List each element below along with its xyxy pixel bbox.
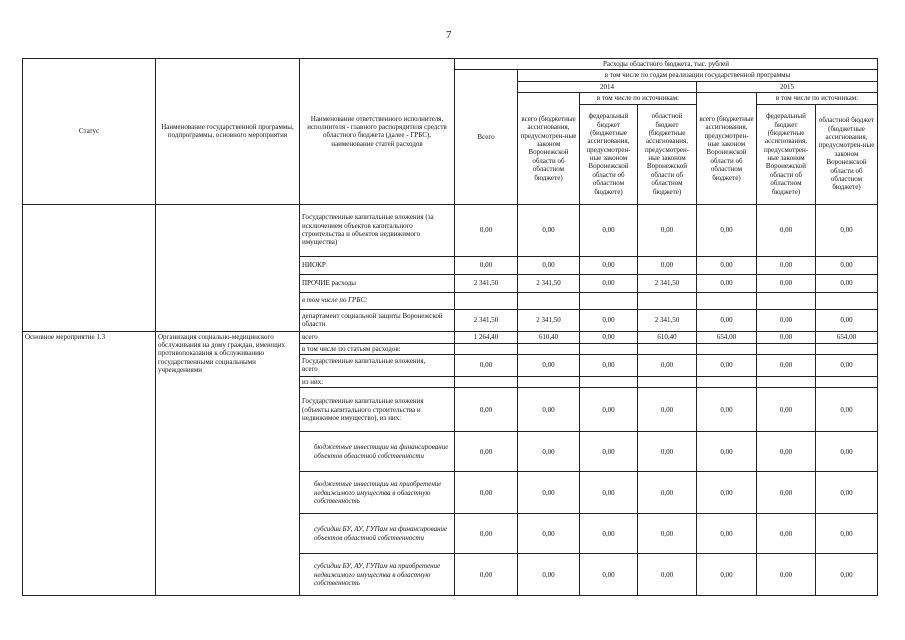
header-sources-2014: в том числе по источникам: xyxy=(580,93,697,104)
cell-value: 1 264,40 xyxy=(455,331,518,343)
cell-value: 0,00 xyxy=(816,354,878,376)
cell-value: 2 341,50 xyxy=(518,309,580,331)
row-label: Государственные капитальные вложения (объекты капитального строительства и недвижимое имущество), из них: xyxy=(300,388,455,432)
cell-value: 0,00 xyxy=(697,432,757,472)
cell-value: 0,00 xyxy=(580,274,638,292)
cell-value: 0,00 xyxy=(580,388,638,432)
cell-value: 0,00 xyxy=(757,514,816,554)
row-label: бюджетные инвестиции на приобретение недвижимого имущества в областную собственность xyxy=(300,472,455,514)
cell-value: 0,00 xyxy=(580,256,638,274)
header-program: Наименование государственной программы, подпрограммы, основного мероприятия xyxy=(156,59,300,205)
cell-value: 0,00 xyxy=(757,388,816,432)
row-label: субсидии БУ, АУ, ГУПам на финансирование объектов областной собственности xyxy=(300,514,455,554)
row-label: ПРОЧИЕ расходы xyxy=(300,274,455,292)
header-all-2014: всего (бюджетные ассигнования, предусмотрен-ные законом Воронежской области об областном бюджете) xyxy=(518,93,580,204)
cell-value: 0,00 xyxy=(455,472,518,514)
cell-value: 0,00 xyxy=(518,514,580,554)
header-federal-2014: федеральный бюджет (бюджетные ассигнования, предусмотрен-ные законом Воронежской области об областном бюджете) xyxy=(580,104,638,204)
cell-value: 610,40 xyxy=(518,331,580,343)
row-label: департамент социальной защиты Воронежской области xyxy=(300,309,455,331)
header-federal-2015: федеральный бюджет (бюджетные ассигнования, предусмотрен-ные законом Воронежской области об областном бюджете) xyxy=(757,104,816,204)
page-number: 7 xyxy=(446,29,452,41)
cell-value: 0,00 xyxy=(638,388,697,432)
header-executor: Наименование ответственного исполнителя, исполнителя - главного распорядителя средств областного бюджета (далее - ГРБС), наименование статей расходов xyxy=(300,59,455,205)
header-status: Статус xyxy=(23,59,156,205)
cell-value: 0,00 xyxy=(757,256,816,274)
cell-value: 2 341,50 xyxy=(638,274,697,292)
cell-value: 2 341,50 xyxy=(455,274,518,292)
cell-value: 0,00 xyxy=(455,354,518,376)
header-all-2015: всего (бюджетные ассигнования, предусмотрен-ные законом Воронежской области об областном бюджете) xyxy=(697,93,757,204)
row-label: бюджетные инвестиции на финансирование объектов областной собственности xyxy=(300,432,455,472)
budget-table xyxy=(22,58,878,596)
cell-value: 0,00 xyxy=(455,388,518,432)
cell-value: 0,00 xyxy=(455,554,518,596)
cell-value: 0,00 xyxy=(518,388,580,432)
header-regional-2014: областной бюджет (бюджетные ассигнования, предусмотрен-ные законом Воронежской области об областном бюджете) xyxy=(638,104,697,204)
capital-sub: всего xyxy=(302,365,318,374)
cell-value: 610,40 xyxy=(638,331,697,343)
cell-value: 0,00 xyxy=(757,309,816,331)
cell-value: 0,00 xyxy=(816,388,878,432)
event-status: Основное мероприятие 1.3 xyxy=(23,331,156,596)
header-year-2014: 2014 xyxy=(518,81,697,92)
row-label: всего xyxy=(300,331,455,343)
cell-value: 0,00 xyxy=(697,354,757,376)
row-label: в том числе по ГРБС: xyxy=(300,292,455,309)
cell-value: 0,00 xyxy=(455,204,518,256)
cell-value: 0,00 xyxy=(518,554,580,596)
cell-value: 0,00 xyxy=(757,432,816,472)
cell-value: 0,00 xyxy=(638,514,697,554)
cell-value: 0,00 xyxy=(697,388,757,432)
cell-value: 0,00 xyxy=(455,432,518,472)
table-row xyxy=(23,204,878,256)
row-label: Государственные капитальные вложения (за исключением объектов капитального строительства и объектов недвижимого имущества) xyxy=(300,204,455,256)
cell-value: 0,00 xyxy=(455,514,518,554)
cell-value: 0,00 xyxy=(816,204,878,256)
cell-value: 0,00 xyxy=(638,472,697,514)
event-name: Организация социально-медицинского обслуживания на дому граждан, имеющих противопоказания к обслуживанию государственными социальными учреждениями xyxy=(156,331,300,596)
cell-value: 0,00 xyxy=(580,331,638,343)
row-label: из них: xyxy=(300,376,455,387)
cell-value: 0,00 xyxy=(580,554,638,596)
cell-value: 0,00 xyxy=(580,309,638,331)
cell-value: 0,00 xyxy=(697,554,757,596)
cell-value: 0,00 xyxy=(757,354,816,376)
cell-value: 0,00 xyxy=(697,309,757,331)
cell-value: 0,00 xyxy=(638,554,697,596)
cell-value: 0,00 xyxy=(638,204,697,256)
header-by-years: в том числе по годам реализации государственной программы xyxy=(518,70,878,81)
header-expenses: Расходы областного бюджета, тыс. рублей xyxy=(455,59,878,70)
row-label xyxy=(300,354,455,376)
cell-value: 2 341,50 xyxy=(455,309,518,331)
table-row xyxy=(23,331,878,343)
cell-value: 0,00 xyxy=(518,204,580,256)
cell-value: 0,00 xyxy=(638,432,697,472)
capital-label: Государственные капитальные вложения, xyxy=(302,357,426,366)
cell-value: 654,00 xyxy=(697,331,757,343)
row-label: НИОКР xyxy=(300,256,455,274)
cell-value: 0,00 xyxy=(697,256,757,274)
cell-value: 0,00 xyxy=(816,554,878,596)
cell-value: 0,00 xyxy=(580,514,638,554)
cell-value: 2 341,50 xyxy=(638,309,697,331)
cell-value: 0,00 xyxy=(816,256,878,274)
cell-value: 0,00 xyxy=(580,432,638,472)
row-label: в том числе по статьям расходов: xyxy=(300,343,455,354)
cell-value: 0,00 xyxy=(518,432,580,472)
cell-value: 0,00 xyxy=(816,274,878,292)
cell-value: 0,00 xyxy=(580,472,638,514)
cell-value: 0,00 xyxy=(816,514,878,554)
cell-value: 0,00 xyxy=(638,354,697,376)
cell-value: 0,00 xyxy=(638,256,697,274)
cell-value: 0,00 xyxy=(816,309,878,331)
header-total: Всего xyxy=(455,70,518,204)
cell-value: 0,00 xyxy=(580,204,638,256)
cell-value: 0,00 xyxy=(757,554,816,596)
cell-value: 0,00 xyxy=(757,472,816,514)
cell-value: 0,00 xyxy=(580,354,638,376)
cell-value: 0,00 xyxy=(697,204,757,256)
cell-value: 0,00 xyxy=(518,472,580,514)
cell-value: 0,00 xyxy=(757,274,816,292)
cell-value: 2 341,50 xyxy=(518,274,580,292)
cell-value: 0,00 xyxy=(455,256,518,274)
cell-value: 0,00 xyxy=(816,472,878,514)
header-regional-2015: областной бюджет (бюджетные ассигнования, предусмотрен-ные законом Воронежской области об областном бюджете) xyxy=(816,104,878,204)
cell-value: 654,00 xyxy=(816,331,878,343)
cell-value: 0,00 xyxy=(518,256,580,274)
cell-value: 0,00 xyxy=(757,331,816,343)
cell-value: 0,00 xyxy=(697,472,757,514)
header-sources-2015: в том числе по источникам: xyxy=(757,93,878,104)
cell-value: 0,00 xyxy=(697,514,757,554)
cell-value: 0,00 xyxy=(518,354,580,376)
cell-value: 0,00 xyxy=(697,274,757,292)
header-year-2015: 2015 xyxy=(697,81,878,92)
cell-value: 0,00 xyxy=(757,204,816,256)
cell-value: 0,00 xyxy=(816,432,878,472)
row-label: субсидии БУ, АУ, ГУПам на приобретение недвижимого имущества в областную собственность xyxy=(300,554,455,596)
